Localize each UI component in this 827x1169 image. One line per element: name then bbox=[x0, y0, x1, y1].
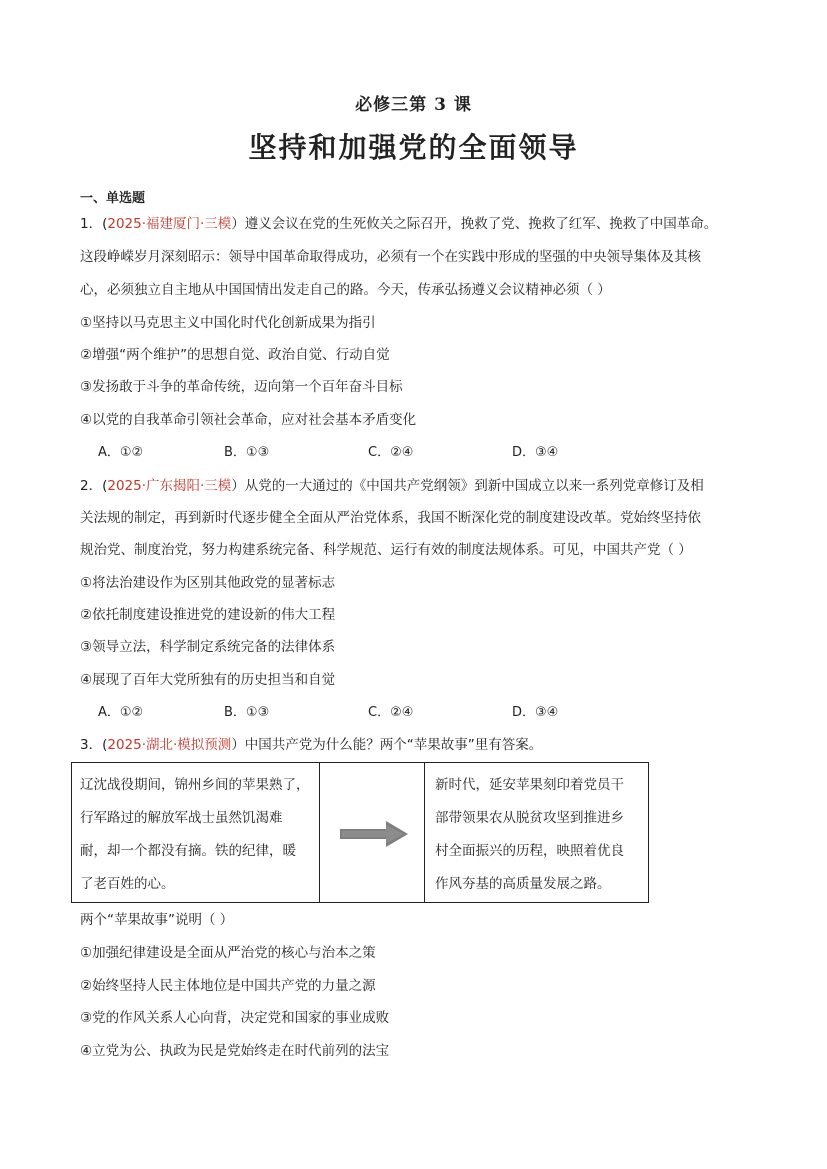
question-3-prompt: 两个“苹果故事”说明（ ） bbox=[80, 912, 234, 928]
story-left-line: 了老百姓的心。 bbox=[80, 876, 175, 892]
statement-4: ④立党为公、执政为民是党始终走在时代前列的法宝 bbox=[80, 1043, 390, 1059]
option-a[interactable]: A．①② bbox=[98, 705, 144, 720]
apple-story-table bbox=[71, 762, 649, 903]
story-right-line: 新时代，延安苹果刻印着党员干 bbox=[435, 777, 624, 793]
question-source: 2025·广东揭阳·三模 bbox=[107, 478, 232, 494]
option-d[interactable]: D．③④ bbox=[512, 445, 559, 460]
section-heading: 一、单选题 bbox=[80, 191, 146, 206]
story-right-line: 作风夯基的高质量发展之路。 bbox=[435, 876, 611, 892]
option-b[interactable]: B．①③ bbox=[224, 445, 270, 460]
question-1-line-2: 这段峥嵘岁月深刻昭示：领导中国革命取得成功，必须有一个在实践中形成的坚强的中央领导集体及其核 bbox=[80, 249, 701, 265]
question-2-line-2: 关法规的制定，再到新时代逐步健全全面从严治党体系，我国不断深化党的制度建设改革。党始终坚持依 bbox=[80, 510, 701, 526]
statement-3: ③领导立法，科学制定系统完备的法律体系 bbox=[80, 639, 336, 655]
story-cell-left bbox=[72, 763, 320, 902]
lesson-subtitle: 必修三第 3 课 bbox=[355, 95, 472, 115]
story-cell-arrow bbox=[320, 763, 425, 902]
statement-2: ②增强“两个维护”的思想自觉、政治自觉、行动自觉 bbox=[80, 347, 390, 363]
statement-4: ④以党的自我革命引领社会革命，应对社会基本矛盾变化 bbox=[80, 412, 417, 428]
question-2-line-1 bbox=[80, 476, 704, 496]
option-b[interactable]: B．①③ bbox=[224, 705, 270, 720]
page-title: 坚持和加强党的全面领导 bbox=[248, 131, 579, 164]
statement-1: ①将法治建设作为区别其他政党的显著标志 bbox=[80, 575, 336, 591]
statement-2: ②始终坚持人民主体地位是中国共产党的力量之源 bbox=[80, 978, 376, 994]
question-text: ）从党的一大通过的《中国共产党纲领》到新中国成立以来一系列党章修订及相 bbox=[231, 478, 704, 494]
question-1-line-1 bbox=[80, 214, 717, 234]
statement-1: ①坚持以马克思主义中国化时代化创新成果为指引 bbox=[80, 315, 376, 331]
question-text: ）遵义会议在党的生死攸关之际召开，挽救了党、挽救了红军、挽救了中国革命。 bbox=[231, 216, 718, 232]
question-text: ）中国共产党为什么能？两个“苹果故事”里有答案。 bbox=[231, 737, 543, 753]
question-2-line-3: 规治党、制度治党，努力构建系统完备、科学规范、运行有效的制度法规体系。可见，中国共产党（ ） bbox=[80, 542, 692, 558]
story-left-line: 耐，却一个都没有摘。铁的纪律，暖 bbox=[80, 843, 296, 859]
question-number: 2．( bbox=[80, 478, 108, 494]
statement-3: ③党的作风关系人心向背，决定党和国家的事业成败 bbox=[80, 1010, 390, 1026]
statement-2: ②依托制度建设推进党的建设新的伟大工程 bbox=[80, 607, 336, 623]
story-right-line: 村全面振兴的历程，映照着优良 bbox=[435, 843, 624, 859]
question-source: 2025·福建厦门·三模 bbox=[107, 216, 232, 232]
right-arrow-icon bbox=[340, 821, 408, 847]
statement-4: ④展现了百年大党所独有的历史担当和自觉 bbox=[80, 672, 336, 688]
statement-1: ①加强纪律建设是全面从严治党的核心与治本之策 bbox=[80, 945, 376, 961]
statement-3: ③发扬敢于斗争的革命传统，迈向第一个百年奋斗目标 bbox=[80, 379, 403, 395]
story-right-line: 部带领果农从脱贫攻坚到推进乡 bbox=[435, 810, 624, 826]
story-cell-right bbox=[425, 763, 648, 902]
question-source: 2025·湖北·模拟预测 bbox=[107, 737, 232, 753]
option-a[interactable]: A．①② bbox=[98, 445, 144, 460]
story-left-line: 行军路过的解放军战士虽然饥渴难 bbox=[80, 810, 283, 826]
question-number: 1．( bbox=[80, 216, 108, 232]
option-c[interactable]: C．②④ bbox=[368, 445, 414, 460]
question-1-line-3: 心，必须独立自主地从中国国情出发走自己的路。今天，传承弘扬遵义会议精神必须（ ） bbox=[80, 282, 611, 298]
option-c[interactable]: C．②④ bbox=[368, 705, 414, 720]
story-left-line: 辽沈战役期间，锦州乡间的苹果熟了， bbox=[80, 777, 310, 793]
option-d[interactable]: D．③④ bbox=[512, 705, 559, 720]
question-number: 3．( bbox=[80, 737, 108, 753]
question-3-line-1 bbox=[80, 735, 542, 755]
